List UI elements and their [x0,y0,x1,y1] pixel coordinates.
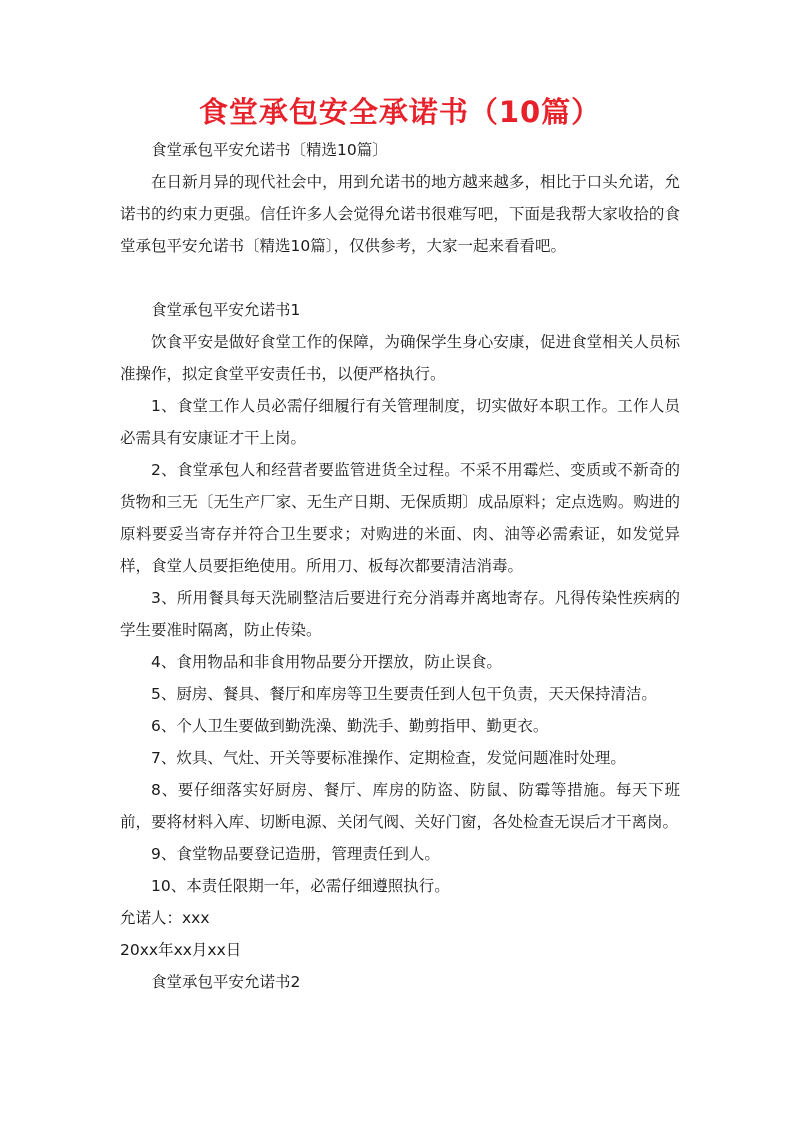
section-heading-1: 食堂承包平安允诺书1 [151,301,301,319]
list-item: 4、食用物品和非食用物品要分开摆放，防止误食。 [151,653,502,671]
list-item: 7、炊具、气灶、开关等要标准操作、定期检查，发觉问题准时处理。 [151,749,626,767]
list-item: 2、食堂承包人和经营者要监管进货全过程。不采不用霉烂、变质或不新奇的货物和三无〔无生产厂家、无生产日期、无保质期〕成品原料；定点选购。购进的原料要妥当寄存并符合卫生要求；对购进的米面、肉、油等必需索证，如发觉异样，食堂人员要拒绝使用。所用刀、板每次都要清洁消毒。 [120,461,680,575]
list-item: 9、食堂物品要登记造册，管理责任到人。 [151,845,440,863]
list-item: 1、食堂工作人员必需仔细履行有关管理制度，切实做好本职工作。工作人员必需具有安康证才干上岗。 [120,397,680,447]
date-line: 20xx年xx月xx日 [120,941,242,959]
document-subtitle: 食堂承包平安允诺书〔精选10篇〕 [151,141,388,159]
section-lead-paragraph: 饮食平安是做好食堂工作的保障，为确保学生身心安康，促进食堂相关人员标准操作，拟定食堂平安责任书，以便严格执行。 [120,333,680,383]
intro-paragraph: 在日新月异的现代社会中，用到允诺书的地方越来越多，相比于口头允诺，允诺书的约束力更强。信任许多人会觉得允诺书很难写吧，下面是我帮大家收拾的食堂承包平安允诺书〔精选10篇〕，仅供参考，大家一起来看看吧。 [120,173,680,255]
list-item: 5、厨房、餐具、餐厅和库房等卫生要责任到人包干负责，天天保持清洁。 [151,685,657,703]
signer-line: 允诺人：xxx [120,909,210,927]
section-heading-2: 食堂承包平安允诺书2 [151,973,301,991]
paragraph-gap [120,262,680,294]
list-item: 6、个人卫生要做到勤洗澡、勤洗手、勤剪指甲、勤更衣。 [151,717,549,735]
list-item: 10、本责任限期一年，必需仔细遵照执行。 [151,877,450,895]
document-body [120,134,680,998]
list-item: 3、所用餐具每天洗刷整洁后要进行充分消毒并离地寄存。凡得传染性疾病的学生要准时隔离，防止传染。 [120,589,680,639]
list-item: 8、要仔细落实好厨房、餐厅、库房的防盗、防鼠、防霉等措施。每天下班前，要将材料入库、切断电源、关闭气阀、关好门窗，各处检查无误后才干离岗。 [120,781,680,831]
document-title: 食堂承包安全承诺书（10篇） [198,95,602,129]
